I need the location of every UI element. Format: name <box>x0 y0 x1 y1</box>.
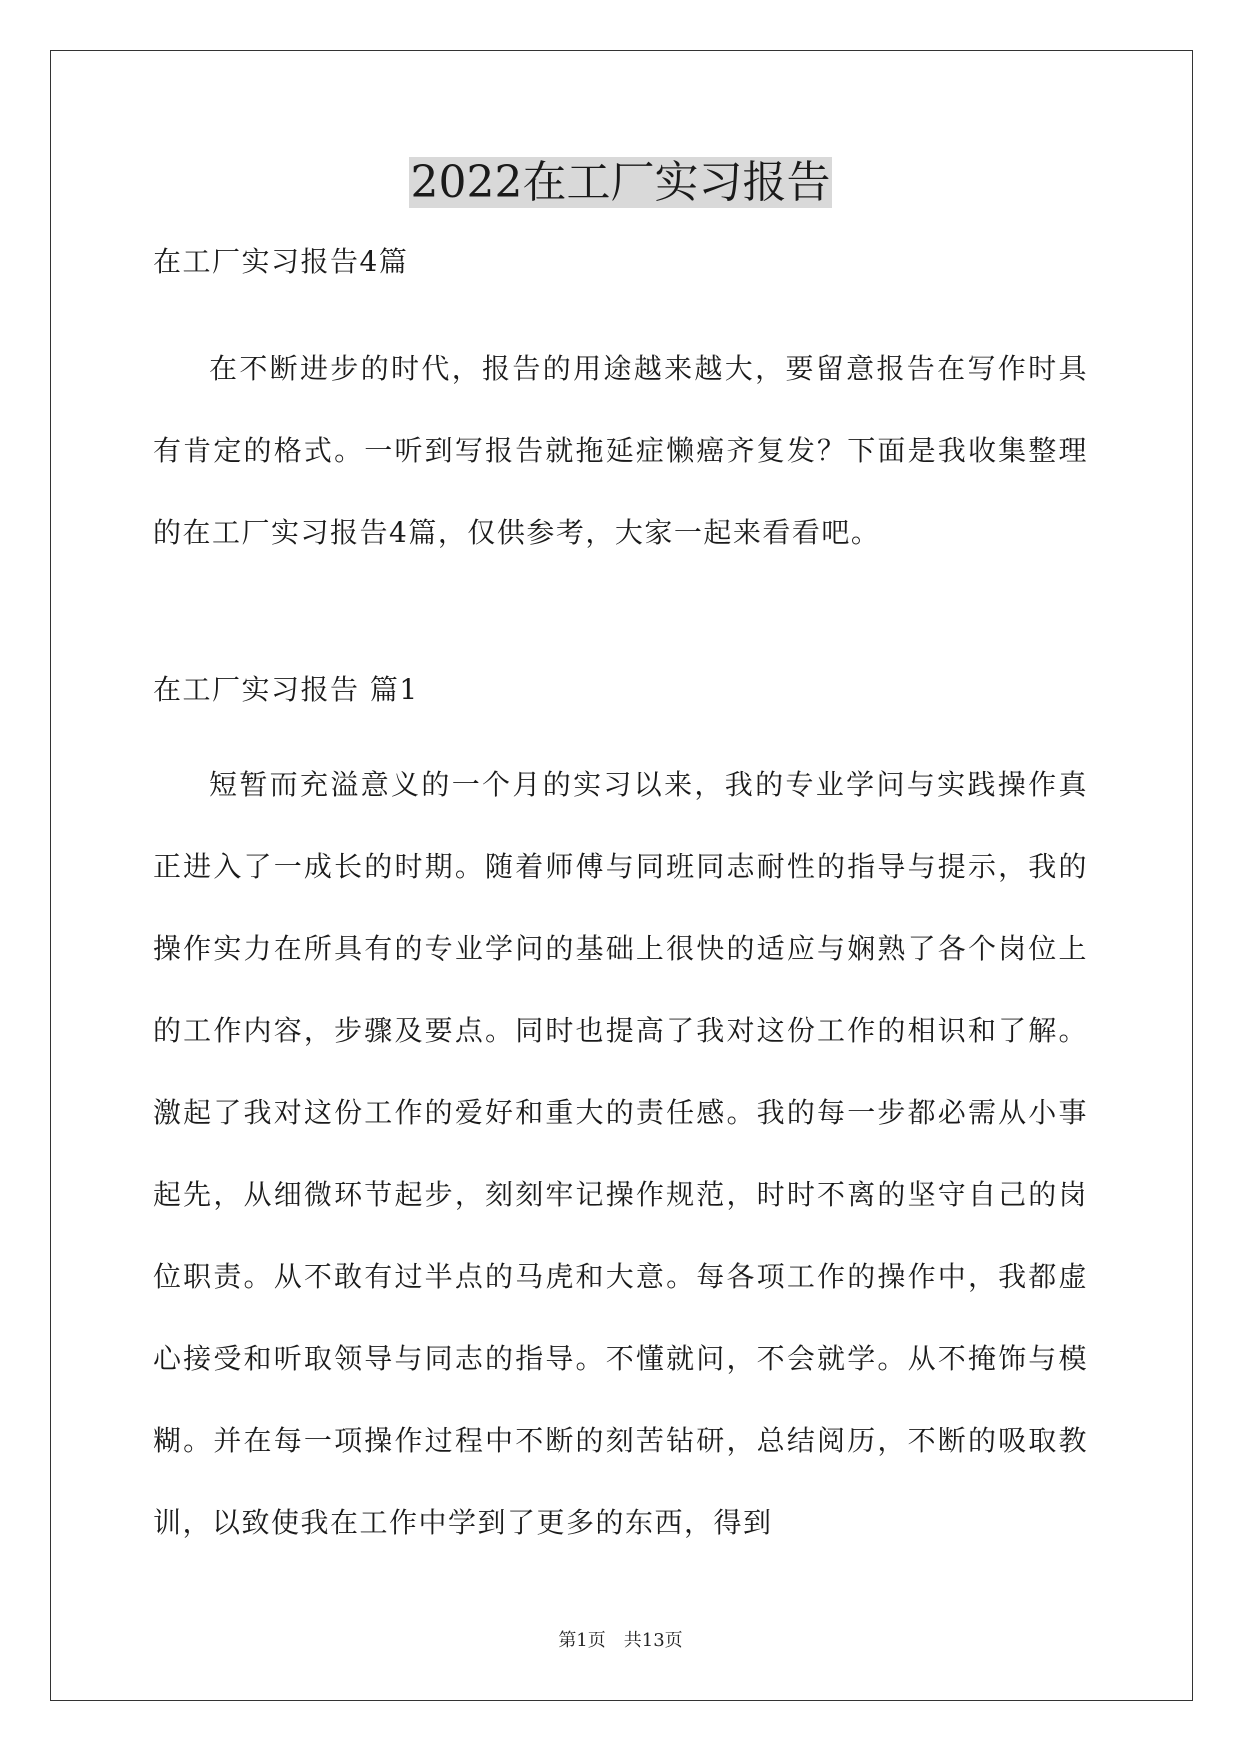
document-subtitle: 在工厂实习报告4篇 <box>153 245 409 278</box>
document-title-text: 2022在工厂实习报告 <box>410 157 831 208</box>
document-title <box>0 150 1241 216</box>
section-paragraph: 短暂而充溢意义的一个月的实习以来，我的专业学问与实践操作真正进入了一成长的时期。随着师傅与同班同志耐性的指导与提示，我的操作实力在所具有的专业学问的基础上很快的适应与娴熟了各个岗位上的工作内容，步骤及要点。同时也提高了我对这份工作的相识和了解。激起了我对这份工作的爱好和重大的责任感。我的每一步都必需从小事起先，从细微环节起步，刻刻牢记操作规范，时时不离的坚守自己的岗位职责。从不敢有过半点的马虎和大意。每各项工作的操作中，我都虚心接受和听取领导与同志的指导。不懂就问，不会就学。从不掩饰与模糊。并在每一项操作过程中不断的刻苦钻研，总结阅历，不断的吸取教训，以致使我在工作中学到了更多的东西，得到 <box>153 768 1088 1539</box>
page-footer <box>0 1628 1241 1654</box>
section-heading: 在工厂实习报告 篇1 <box>153 673 419 706</box>
page-number-total: 共13页 <box>623 1630 683 1651</box>
intro-paragraph: 在不断进步的时代，报告的用途越来越大，要留意报告在写作时具有肯定的格式。一听到写报告就拖延症懒癌齐复发？下面是我收集整理的在工厂实习报告4篇，仅供参考，大家一起来看看吧。 <box>153 352 1088 549</box>
page-number-current: 第1页 <box>558 1630 606 1651</box>
